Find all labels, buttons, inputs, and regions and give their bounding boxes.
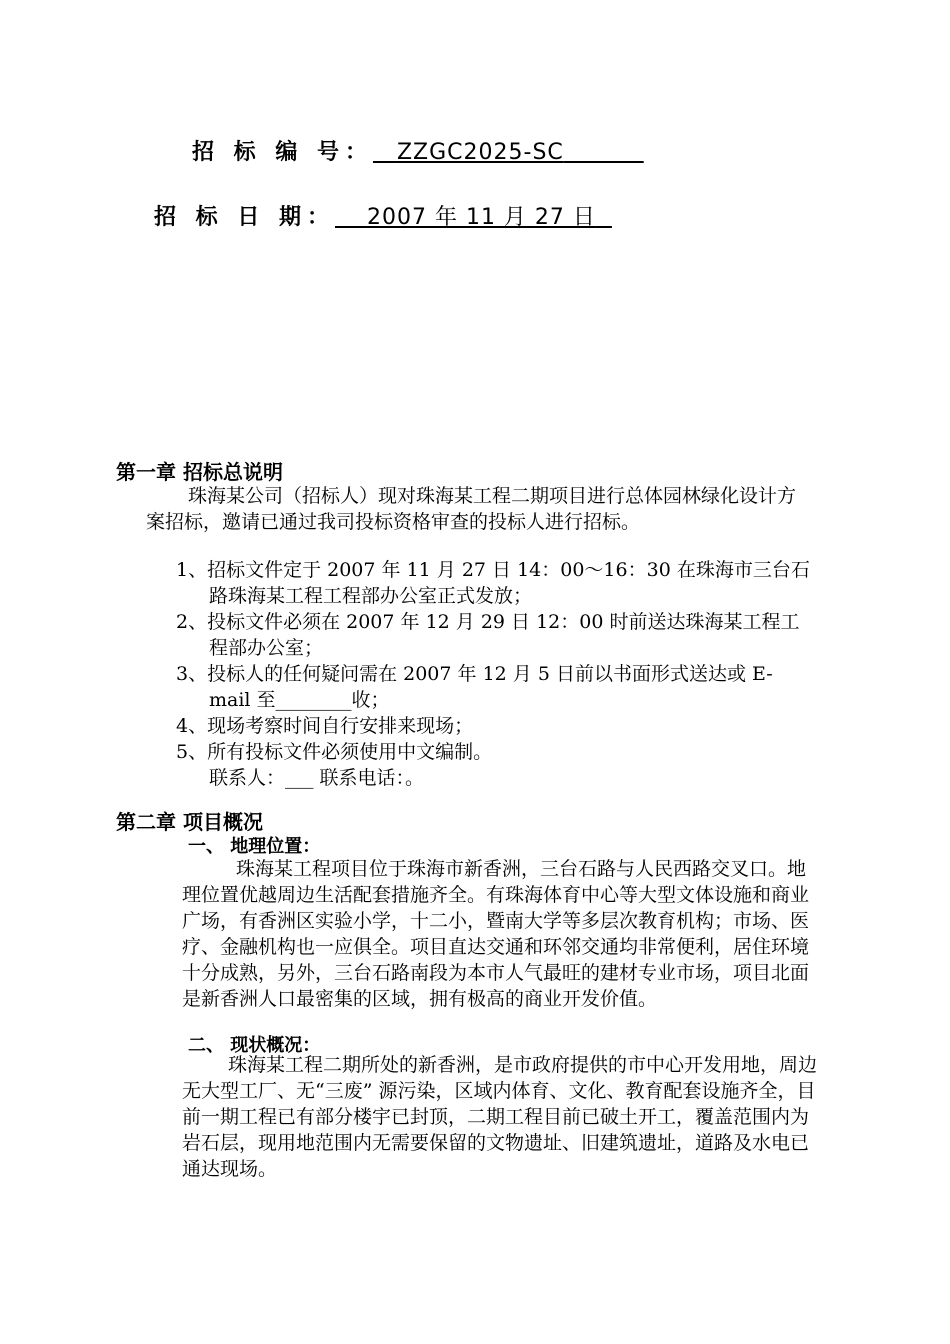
list-item: 3、投标人的任何疑问需在 2007 年 12 月 5 日前以书面形式送达或 E-mail 至________收；: [176, 663, 773, 711]
section-status-text: 珠海某工程二期所处的新香洲，是市政府提供的市中心开发用地，周边无大型工厂、无“三废” 源污染，区域内体育、文化、教育配套设施齐全，目前一期工程已有部分楼宇已封顶，二期工程目前已破土开工，覆盖范围内为岩石层，现用地范围内无需要保留的文物遗址、旧建筑遗址，道路及水电已通达现场。: [182, 1054, 818, 1180]
chapter2-title: 第二章 项目概况: [116, 810, 263, 834]
tender-date-label: 招 标 日 期：: [154, 205, 335, 230]
section-geographic-title: 一、 地理位置：: [188, 836, 321, 857]
tender-date-row: [154, 200, 612, 231]
chapter1-intro: 珠海某公司（招标人）现对珠海某工程二期项目进行总体园林绿化设计方案招标，邀请已通过我司投标资格审查的投标人进行招标。: [146, 485, 797, 533]
chapter1-list: [176, 557, 810, 791]
tender-date-value: 2007 年 11 月 27 日: [366, 205, 596, 230]
chapter1-title: 第一章 招标总说明: [116, 460, 283, 484]
list-item: 1、招标文件定于 2007 年 11 月 27 日 14：00～16：30 在珠海市三台石路珠海某工程工程部办公室正式发放；: [176, 559, 810, 607]
contact-line: 联系人：___ 联系电话：。: [209, 767, 425, 789]
tender-number-value: ZZGC2025-SC: [396, 140, 564, 165]
tender-number-label: 招 标 编 号：: [192, 140, 373, 165]
list-item: 2、投标文件必须在 2007 年 12 月 29 日 12：00 时前送达珠海某工程工程部办公室；: [176, 611, 800, 659]
list-item: 5、所有投标文件必须使用中文编制。: [176, 741, 493, 763]
section-geographic-text: 珠海某工程项目位于珠海市新香洲，三台石路与人民西路交叉口。地理位置优越周边生活配套措施齐全。有珠海体育中心等大型文体设施和商业广场，有香洲区实验小学，十二小，暨南大学等多层次教育机构；市场、医疗、金融机构也一应俱全。项目直达交通和环邻交通均非常便利，居住环境十分成熟，另外，三台石路南段为本市人气最旺的建材专业市场，项目北面是新香洲人口最密集的区域，拥有极高的商业开发价值。: [182, 858, 810, 1010]
section-status-title: 二、 现状概况：: [188, 1035, 321, 1056]
list-item: 4、现场考察时间自行安排来现场；: [176, 715, 474, 737]
tender-number-row: [192, 135, 644, 166]
